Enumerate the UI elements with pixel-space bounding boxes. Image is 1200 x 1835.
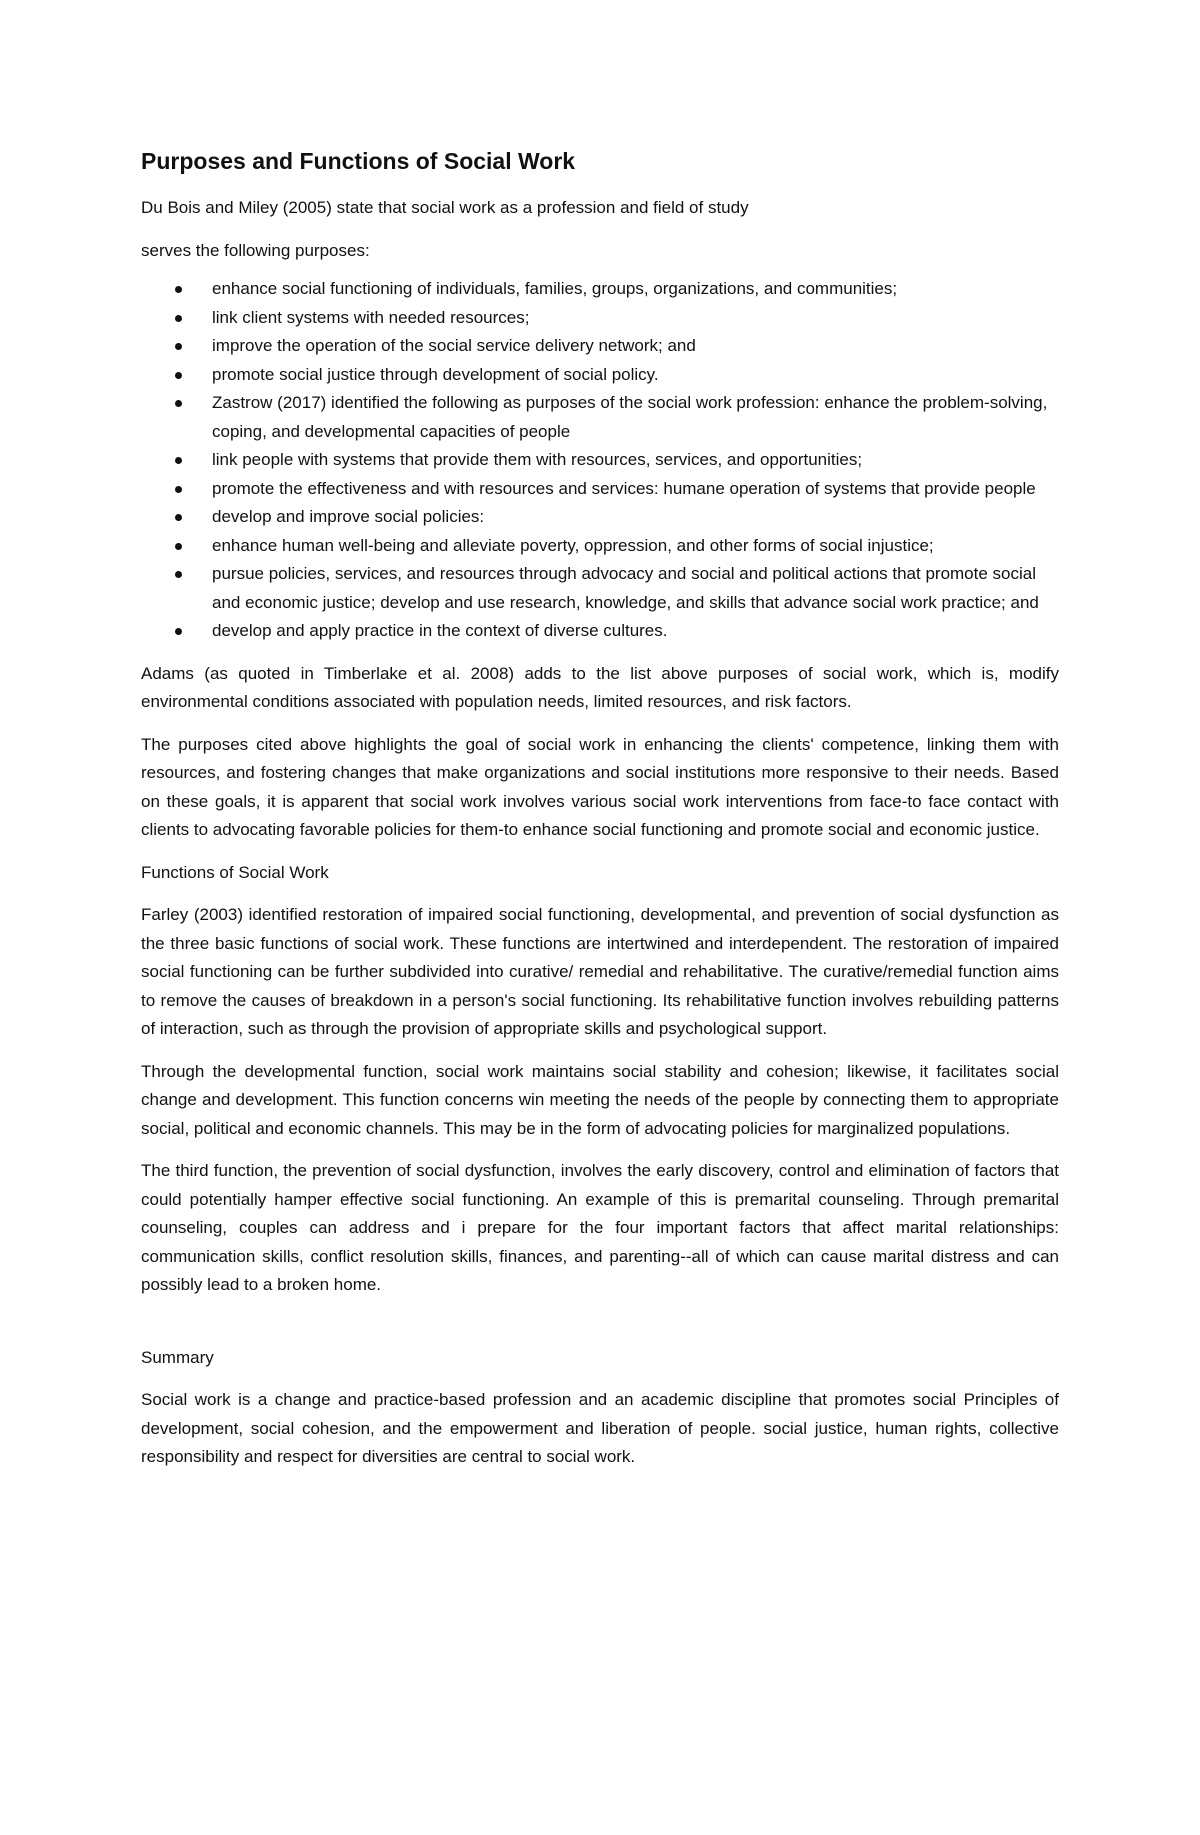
bullet-icon [175, 343, 182, 350]
bullet-icon [175, 315, 182, 322]
bullet-icon [175, 486, 182, 493]
bullet-icon [175, 372, 182, 379]
list-item [141, 446, 1059, 475]
list-item-text: link people with systems that provide them with resources, services, and opportunities; [212, 450, 863, 469]
list-item [141, 275, 1059, 304]
list-item [141, 532, 1059, 561]
bullet-icon [175, 514, 182, 521]
bullet-icon [175, 543, 182, 550]
summary-heading: Summary [141, 1347, 214, 1367]
list-item [141, 389, 1059, 446]
prevention-paragraph: The third function, the prevention of social dysfunction, involves the early discovery, control and elimination of factors that could potentially hamper effective social functioning. An example of this is premarital counseling. Through premarital counseling, couples can address and i prepare for the four important factors that affect marital relationships: communication skills, conflict resolution skills, finances, and parenting--all of which can cause marital distress and can possibly lead to a broken home. [141, 1161, 1059, 1294]
purposes-paragraph: The purposes cited above highlights the goal of social work in enhancing the clients' competence, linking them with resources, and fostering changes that make organizations and social institutions more responsive to their needs. Based on these goals, it is apparent that social work involves various social work interventions from face-to face contact with clients to advocating favorable policies for them-to enhance social functioning and promote social and economic justice. [141, 734, 1059, 839]
intro-line-2: serves the following purposes: [141, 240, 370, 260]
list-item [141, 475, 1059, 504]
list-item-text: promote the effectiveness and with resources and services: humane operation of systems that provide people [212, 478, 1036, 498]
list-item [141, 361, 1059, 390]
purposes-list [141, 275, 1059, 646]
farley-paragraph: Farley (2003) identified restoration of impaired social functioning, developmental, and prevention of social dysfunction as the three basic functions of social work. These functions are intertwined and interdependent. The restoration of impaired social functioning can be further subdivided into curative/ remedial and rehabilitative. The curative/remedial function aims to remove the causes of breakdown in a person's social functioning. Its rehabilitative function involves rebuilding patterns of interaction, such as through the provision of appropriate skills and psychological support. [141, 905, 1059, 1038]
list-item-text: Zastrow (2017) identified the following as purposes of the social work profession: enhance the problem-solving, coping, and developmental capacities of people [212, 393, 1048, 441]
list-item-text: enhance human well-being and alleviate poverty, oppression, and other forms of social injustice; [212, 535, 934, 555]
list-item [141, 304, 1059, 333]
document-body [141, 146, 1059, 1472]
list-item-text: promote social justice through development of social policy. [212, 364, 659, 384]
bullet-icon [175, 571, 182, 578]
list-item-text: develop and improve social policies: [212, 507, 485, 526]
list-item-text: develop and apply practice in the context of diverse cultures. [212, 621, 668, 640]
developmental-paragraph: Through the developmental function, social work maintains social stability and cohesion; likewise, it facilitates social change and development. This function concerns win meeting the needs of the people by connecting them to appropriate social, political and economic channels. This may be in the form of advocating policies for marginalized populations. [141, 1061, 1059, 1138]
page-title: Purposes and Functions of Social Work [141, 148, 576, 174]
summary-paragraph: Social work is a change and practice-based profession and an academic discipline that promotes social Principles of development, social cohesion, and the empowerment and liberation of people. social justice, human rights, collective responsibility and respect for diversities are central to social work. [141, 1390, 1059, 1466]
list-item [141, 617, 1059, 646]
list-item [141, 560, 1059, 617]
intro-line-1: Du Bois and Miley (2005) state that social work as a profession and field of study [141, 198, 749, 217]
list-item-text: link client systems with needed resources; [212, 307, 530, 327]
list-item-text: enhance social functioning of individuals, families, groups, organizations, and communities; [212, 279, 898, 298]
list-item-text: pursue policies, services, and resources through advocacy and social and political actions that promote social and economic justice; develop and use research, knowledge, and skills that advance social work practice; and [212, 564, 1039, 612]
bullet-icon [175, 400, 182, 407]
adams-paragraph: Adams (as quoted in Timberlake et al. 2008) adds to the list above purposes of social work, which is, modify environmental conditions associated with population needs, limited resources, and risk factors. [141, 663, 1059, 711]
bullet-icon [175, 457, 182, 464]
bullet-icon [175, 628, 182, 635]
bullet-icon [175, 286, 182, 293]
functions-heading: Functions of Social Work [141, 862, 329, 882]
list-item [141, 503, 1059, 532]
list-item [141, 332, 1059, 361]
list-item-text: improve the operation of the social service delivery network; and [212, 336, 696, 355]
